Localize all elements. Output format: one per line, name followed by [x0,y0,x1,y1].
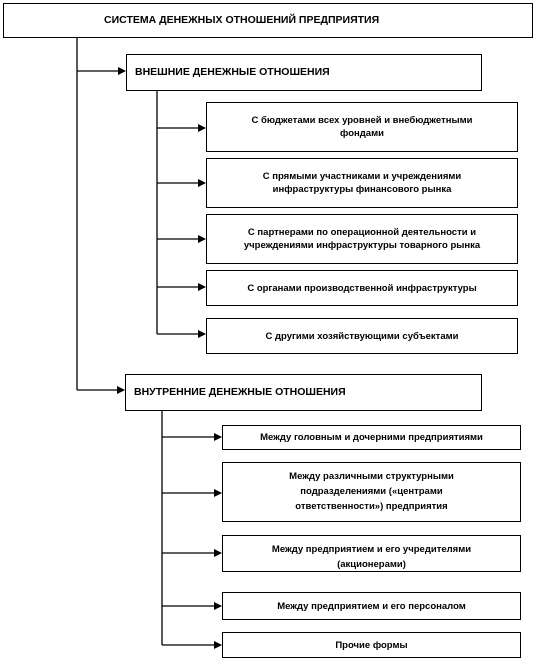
external-item-label: С другими хозяйствующими субъектами [265,330,459,342]
external-item-label: С органами производственной инфраструктуры [247,282,477,294]
external-item-other-entities [206,318,518,354]
external-item-financial-market [206,158,518,208]
external-item-production-infrastructure [206,270,518,306]
internal-item-label: Между предприятием и его учредителями (акционерами) [271,544,472,570]
external-item-label: С партнерами по операционной деятельности и учреждениями инфраструктуры товарного рынка [243,227,481,251]
external-item-label: С бюджетами всех уровней и внебюджетными фондами [251,115,473,139]
internal-item-structural-divisions [222,462,521,522]
internal-item-label: Между предприятием и его персоналом [277,600,466,612]
internal-item-label: Между различными структурными подразделениями («центрами ответственности») предприятия [289,471,454,512]
external-relations-box [126,54,482,91]
internal-item-label: Между головным и дочерними предприятиями [260,432,483,443]
internal-item-parent-subsidiary [222,425,521,450]
internal-item-founders [222,535,521,572]
internal-item-other-forms [222,632,521,658]
internal-relations-box [125,374,482,411]
internal-relations-label: ВНУТРЕННИЕ ДЕНЕЖНЫЕ ОТНОШЕНИЯ [134,386,346,398]
external-item-label: С прямыми участниками и учреждениями инфраструктуры финансового рынка [262,171,462,195]
internal-item-label: Прочие формы [335,639,408,651]
external-item-budgets [206,102,518,152]
diagram-title-box [3,3,533,38]
internal-item-personnel [222,592,521,620]
external-item-commodity-market [206,214,518,264]
diagram-title: СИСТЕМА ДЕНЕЖНЫХ ОТНОШЕНИЙ ПРЕДПРИЯТИЯ [104,14,380,26]
external-relations-label: ВНЕШНИЕ ДЕНЕЖНЫЕ ОТНОШЕНИЯ [135,66,330,78]
